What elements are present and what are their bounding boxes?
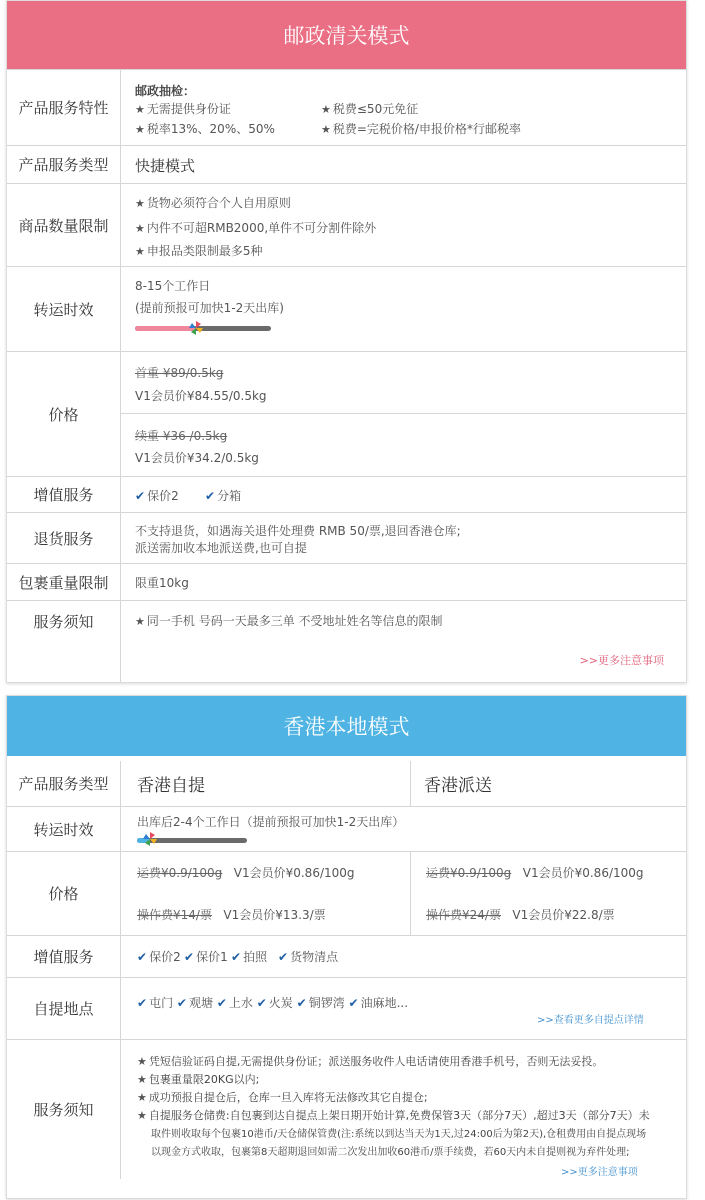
row-quantity <box>7 183 686 266</box>
value-added-item: ✔ 拍照 <box>231 950 268 964</box>
row-notice <box>7 600 686 682</box>
postal-card-title: 邮政清关模式 <box>7 1 686 69</box>
features-heading: 邮政抽检： <box>135 84 196 98</box>
row-label: 服务须知 <box>7 601 121 682</box>
transit-note: (提前预报可加快1-2天出库) <box>135 301 284 315</box>
pickup-point: 屯门 <box>149 996 174 1010</box>
delivery-handling-price: 操作费¥24/票 V1会员价¥22.8/票 <box>426 908 615 922</box>
row-label: 价格 <box>7 852 121 935</box>
transit-progress-fill <box>135 326 196 331</box>
check-icon: ✔ <box>137 996 148 1010</box>
row-type <box>7 145 686 183</box>
notice-item-cont: 取件则收取每个包裹10港币/天仓储保管费(注:系统以到达当天为1天,过24:00后为第2天),仓租费用由自提点现场 <box>151 1129 647 1140</box>
transit-days: 8-15个工作日 <box>135 279 211 293</box>
row-label: 服务须知 <box>7 1040 121 1179</box>
weight-limit-value: 限重10kg <box>135 576 189 590</box>
more-pickup-points-link[interactable]: >>查看更多自提点详情 <box>537 1015 644 1026</box>
delivery-option: 香港派送 <box>424 776 492 796</box>
row-label: 转运时效 <box>7 267 121 351</box>
returns-line: 不支持退货，如遇海关退件处理费 RMB 50/票,退回香港仓库; <box>135 524 461 538</box>
pickup-point: 观塘 <box>188 996 213 1010</box>
star-icon: ★ <box>135 103 145 116</box>
row-price <box>7 351 686 476</box>
star-icon: ★ <box>135 245 145 258</box>
row-value-added <box>7 476 686 512</box>
delivery-shipping-price: 运费¥0.9/100g V1会员价¥0.86/100g <box>426 866 644 880</box>
feature-item: ★ 无需提供身份证 <box>135 102 231 116</box>
row-label: 增值服务 <box>7 477 121 512</box>
hk-local-card <box>6 695 687 1199</box>
star-icon: ★ <box>137 1109 147 1122</box>
row-label: 产品服务类型 <box>7 761 121 806</box>
star-icon: ★ <box>135 615 145 628</box>
transit-days: 出库后2-4个工作日（提前预报可加快1-2天出库） <box>137 815 405 829</box>
row-notice <box>7 1039 686 1179</box>
row-transit <box>7 266 686 351</box>
star-icon: ★ <box>137 1055 147 1068</box>
check-icon: ✔ <box>205 489 216 503</box>
row-features <box>7 69 686 145</box>
check-icon: ✔ <box>137 950 148 964</box>
row-label: 包裹重量限制 <box>7 564 121 600</box>
star-icon: ★ <box>321 103 331 116</box>
pickup-point: 火炭 <box>268 996 293 1010</box>
pickup-point: 油麻地... <box>360 996 409 1010</box>
pickup-handling-price: 操作费¥14/票 V1会员价¥13.3/票 <box>137 908 326 922</box>
notice-item: ★ 同一手机 号码一天最多三单 不受地址姓名等信息的限制 <box>135 614 443 628</box>
notice-item: ★ 自提服务仓储费:自包裹到达自提点上架日期开始计算,免费保管3天（部分7天）,超过3天（部分7天）未 <box>137 1109 650 1122</box>
pickup-point: 上水 <box>228 996 253 1010</box>
pinwheel-icon <box>142 831 158 847</box>
row-transit <box>7 806 686 851</box>
star-icon: ★ <box>137 1091 147 1104</box>
check-icon: ✔ <box>256 996 267 1010</box>
quantity-item: ★ 申报品类限制最多5种 <box>135 244 263 258</box>
feature-item: ★ 税费≤50元免征 <box>321 102 419 116</box>
row-pickup-points <box>7 977 686 1039</box>
value-added-item: ✔ 保价2 <box>137 950 181 964</box>
value-added-item: ✔ 分箱 <box>205 489 242 503</box>
column-divider <box>410 761 411 806</box>
hk-card-title: 香港本地模式 <box>7 696 686 756</box>
column-divider <box>410 852 411 935</box>
notice-item: ★ 成功预报自提仓后，仓库一旦入库将无法修改其它自提仓; <box>137 1091 428 1104</box>
pickup-point: 铜锣湾 <box>308 996 345 1010</box>
returns-line: 派送需加收本地派送费,也可自提 <box>135 541 307 555</box>
check-icon: ✔ <box>216 996 227 1010</box>
row-value-added <box>7 935 686 977</box>
star-icon: ★ <box>135 222 145 235</box>
row-label: 商品数量限制 <box>7 184 121 266</box>
quantity-item: ★ 货物必须符合个人自用原则 <box>135 196 291 210</box>
row-label: 增值服务 <box>7 936 121 977</box>
row-label: 价格 <box>7 352 121 476</box>
first-weight-vip-price: V1会员价¥84.55/0.5kg <box>135 389 267 403</box>
first-weight-original-price: 首重 ¥89/0.5kg <box>135 366 224 380</box>
row-label: 自提地点 <box>7 978 121 1039</box>
feature-item: ★ 税率13%、20%、50% <box>135 122 275 136</box>
notice-item-cont: 以现金方式收取，包裹第8天超期退回如需二次发出加收60港币/票手续费，若60天内未自提则视为弃件处理; <box>151 1147 630 1158</box>
feature-item: ★ 税费=完税价格/申报价格*行邮税率 <box>321 122 521 136</box>
row-label: 产品服务类型 <box>7 146 121 183</box>
check-icon: ✔ <box>231 950 242 964</box>
star-icon: ★ <box>321 123 331 136</box>
value-added-item: ✔ 货物清点 <box>278 950 339 964</box>
type-value: 快捷模式 <box>135 157 196 175</box>
value-added-item: ✔ 保价1 <box>184 950 228 964</box>
row-weight-limit <box>7 563 686 600</box>
row-label: 退货服务 <box>7 513 121 563</box>
continued-weight-vip-price: V1会员价¥34.2/0.5kg <box>135 451 259 465</box>
pinwheel-icon <box>188 320 204 336</box>
check-icon: ✔ <box>296 996 307 1010</box>
star-icon: ★ <box>135 123 145 136</box>
star-icon: ★ <box>135 197 145 210</box>
more-notes-link[interactable]: >>更多注意事项 <box>579 654 664 667</box>
check-icon: ✔ <box>135 489 146 503</box>
continued-weight-original-price: 续重 ¥36 /0.5kg <box>135 429 228 443</box>
postal-clearance-card <box>6 0 687 683</box>
price-divider <box>121 413 686 414</box>
check-icon: ✔ <box>278 950 289 964</box>
pickup-shipping-price: 运费¥0.9/100g V1会员价¥0.86/100g <box>137 866 355 880</box>
check-icon: ✔ <box>176 996 187 1010</box>
value-added-item: ✔ 保价2 <box>135 489 179 503</box>
pickup-option: 香港自提 <box>137 776 205 796</box>
row-type <box>7 761 686 806</box>
star-icon: ★ <box>137 1073 147 1086</box>
row-label: 转运时效 <box>7 807 121 851</box>
more-notes-link[interactable]: >>更多注意事项 <box>561 1167 638 1178</box>
row-price <box>7 851 686 935</box>
check-icon: ✔ <box>184 950 195 964</box>
row-label: 产品服务特性 <box>7 70 121 145</box>
notice-item: ★ 包裹重量限20KG以内; <box>137 1073 260 1086</box>
quantity-item: ★ 内件不可超RMB2000,单件不可分割件除外 <box>135 221 377 235</box>
check-icon: ✔ <box>348 996 359 1010</box>
notice-item: ★ 凭短信验证码自提,无需提供身份证；派送服务收件人电话请使用香港手机号，否则无法妥投。 <box>137 1055 604 1068</box>
row-returns <box>7 512 686 563</box>
pickup-point-list <box>137 994 408 1011</box>
